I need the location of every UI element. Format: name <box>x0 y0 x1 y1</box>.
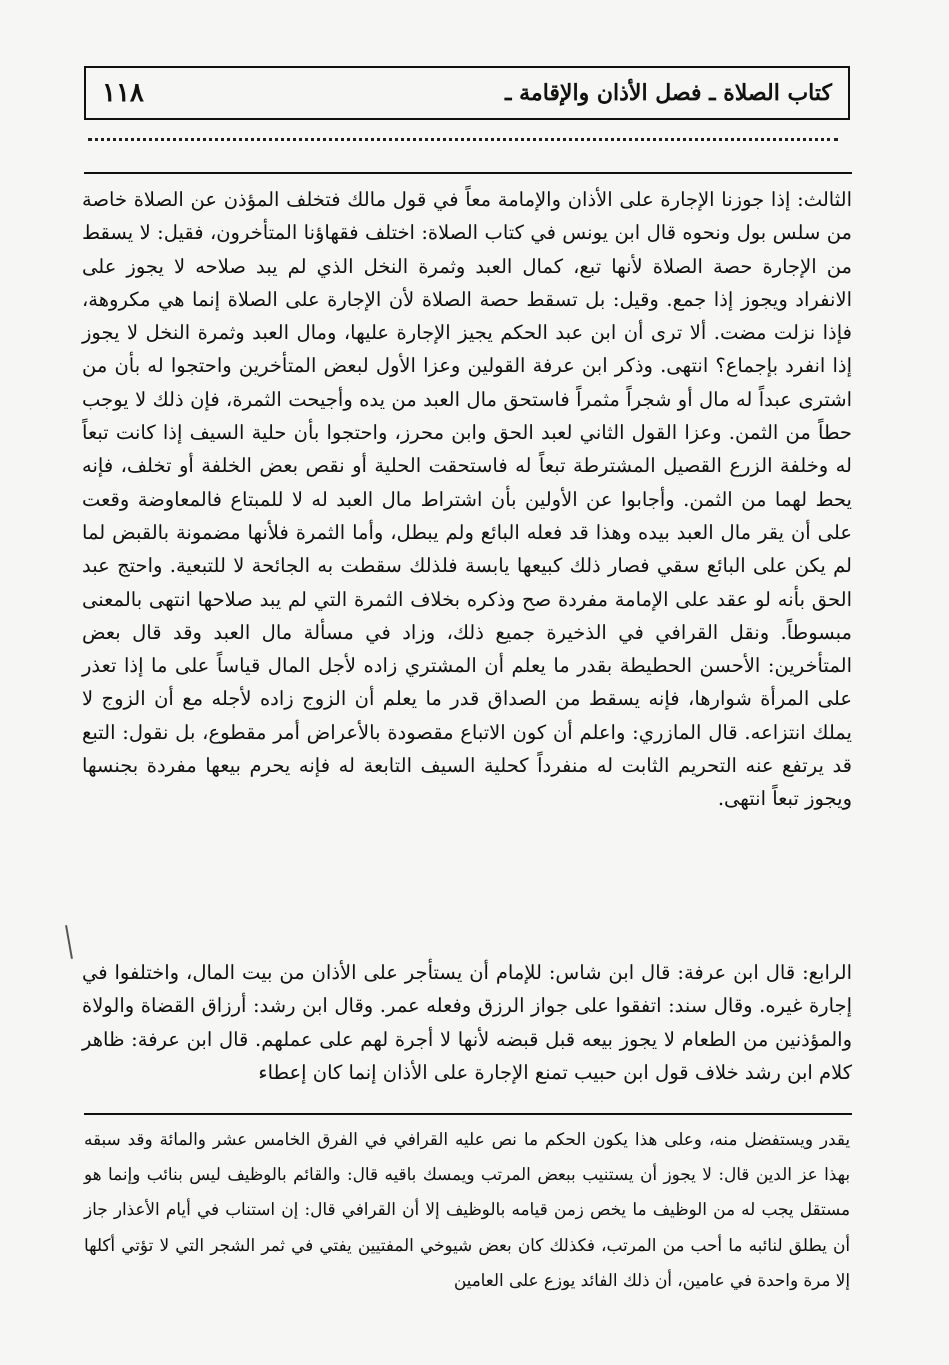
page-number: ١١٨ <box>102 78 144 108</box>
footnote-rule <box>84 1113 852 1115</box>
top-rule <box>84 172 852 174</box>
body-paragraph-fourth <box>82 956 852 1089</box>
dotted-separator <box>88 138 838 141</box>
paragraph-text: الرابع: قال ابن عرفة: قال ابن شاس: للإمام أن يستأجر على الأذان من بيت المال، واختلفوا في إجارة غيره. وقال سند: اتفقوا على جواز الرزق وفعله عمر. وقال ابن رشد: أرزاق القضاة والولاة والمؤذنين من الطعام لا يجوز بيعه قبل قبضه لأنها لا أجرة لهم على عملهم. قال ابن عرفة: ظاهر كلام ابن رشد خلاف قول ابن حبيب تمنع الإجارة على الأذان إنما كان إعطاء <box>82 961 852 1084</box>
footnote-text: يقدر ويستفضل منه، وعلى هذا يكون الحكم ما نص عليه القرافي في الفرق الخامس عشر والمائة وقد سبقه بهذا عز الدين قال: لا يجوز أن يستنيب ببعض المرتب ويمسك باقيه قال: والقائم بالوظيف ليس بنائب وإنما هو مستقل يجب له من الوظيف ما يخص زمن قيامه بالوظيف إلا أن القرافي قال: إن استناب في أيام الأعذار جاز أن يطلق لنائبه ما أحب من المرتب، فكذلك كان بعض شيوخي المفتيين يفتي في ثمر الشجر التي لا تؤتي أكلها إلا مرة واحدة في عامين، أن ذلك الفائد يوزع على العامين <box>84 1129 850 1290</box>
margin-mark <box>65 925 73 959</box>
footnote-block <box>84 1122 850 1298</box>
paragraph-text: الثالث: إذا جوزنا الإجارة على الأذان والإمامة معاً في قول مالك فتخلف المؤذن عن الصلاة خاصة من سلس بول ونحوه قال ابن يونس في كتاب الصلاة: اختلف فقهاؤنا المتأخرون، فقيل: لا يسقط من الإجارة حصة الصلاة لأنها تبع، كمال العبد وثمرة النخل الذي لم يبد صلاحه لا يجوز على الانفراد ويجوز إذا جمع. وقيل: بل تسقط حصة الصلاة لأن الإجارة على الصلاة إنما هي مكروهة، فإذا نزلت مضت. ألا ترى أن ابن عبد الحكم يجيز الإجارة عليها، ومال العبد وثمرة النخل لا يجوز إذا انفرد بإجماع؟ انتهى. وذكر ابن عرفة القولين وعزا الأول لبعض المتأخرين واحتجوا له بأن من اشترى عبداً له مال أو شجراً مثمراً فاستحق مال العبد من يده وأجيحت الثمرة، فإن ذلك لا يوجب حطاً من الثمن. وعزا القول الثاني لعبد الحق وابن محرز، واحتجوا بأن حلية السيف إذا كانت تبعاً له وخلفة الزرع القصيل المشترطة تبعاً له فاستحقت الحلية أو نقص بعض الخلفة أو تخلف، فإنه يحط لهما من الثمن. وأجابوا عن الأولين بأن اشتراط مال العبد له لا للمبتاع فالمعاوضة وقعت على أن يقر مال العبد بيده وهذا قد فعله البائع ولم يبطل، وأما الثمرة فلأنها مضمونة بالقبض لما لم يكن على البائع سقي فصار ذلك كبيعها يابسة فلذلك سقطت به الجائحة لا للتبعية. واحتج عبد الحق بأنه لو عقد على الإمامة مفردة صح وذكره بخلاف الثمرة التي لم يبد صلاحها انتهى بالمعنى مبسوطاً. ونقل القرافي في الذخيرة جميع ذلك، وزاد في مسألة مال العبد وقد قال بعض المتأخرين: الأحسن الحطيطة بقدر ما يعلم أن المشتري زاده لأجل المال قياساً على ما إذا تعذر على المرأة شوارها، فإنه يسقط من الصداق قدر ما يعلم أن الزوج زاده لأجله مع أن الزوج لا يملك انتزاعه. قال المازري: واعلم أن كون الاتباع مقصودة بالأعراض أمر مقطوع، بل نقول: التبع قد يرتفع عنه التحريم الثابت له منفرداً كحلية السيف التابعة له فإنه يحرم بيعها مفردة بجنسها ويجوز تبعاً انتهى. <box>82 188 852 811</box>
chapter-title: كتاب الصلاة ـ فصل الأذان والإقامة ـ <box>505 80 832 106</box>
body-paragraph-third <box>82 183 852 816</box>
running-header <box>84 66 850 120</box>
